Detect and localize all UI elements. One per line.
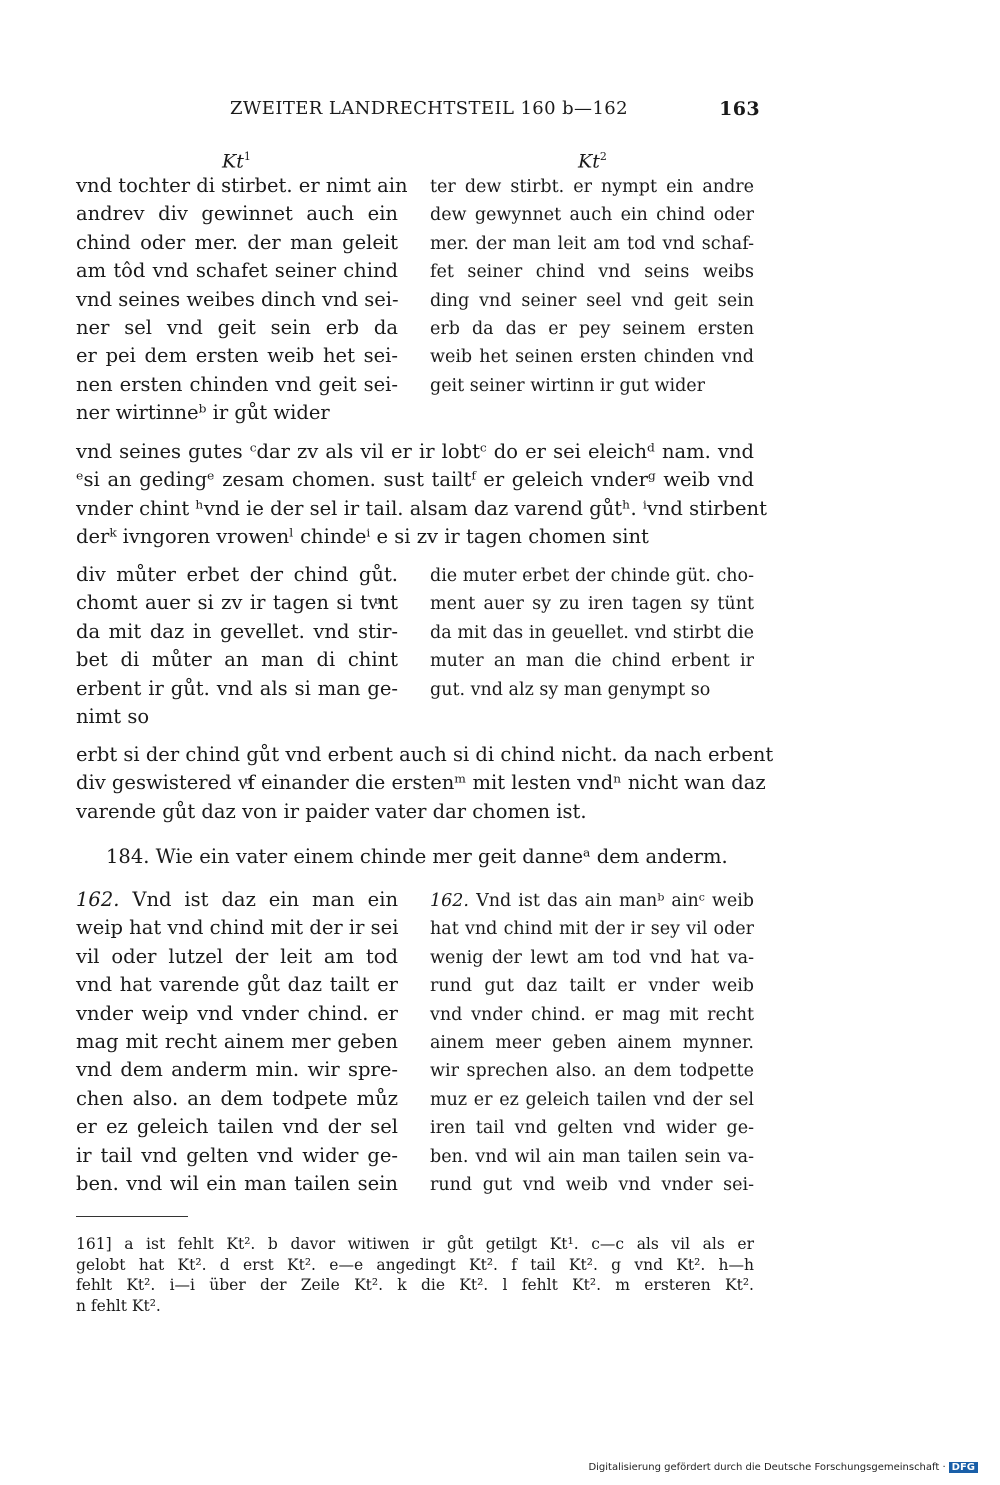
text-line: am tôd vnd schafet seiner chind xyxy=(76,259,398,283)
text-line: vnd vnder chind. er mag mit recht xyxy=(430,1004,754,1025)
text-line xyxy=(430,887,754,915)
text-line: ment auer sy zu iren tagen sy tünt xyxy=(430,594,754,615)
dfg-logo: DFG xyxy=(949,1462,978,1473)
left-label-text: Kt xyxy=(222,150,244,173)
text-line: mag mit recht ainem mer geben xyxy=(76,1029,398,1053)
text-line: wenig der lewt am tod vnd hat va- xyxy=(430,947,754,968)
article-number: 162. xyxy=(76,888,120,911)
text-line: ben. vnd wil ain man tailen sein va- xyxy=(430,1146,754,1167)
text-line: ding vnd seiner seel vnd geit sein xyxy=(430,290,754,311)
text-line: geit seiner wirtinn ir gut wider xyxy=(430,375,706,396)
text-fragment: Vnd ist daz ein man ein xyxy=(132,888,398,911)
text-line xyxy=(76,886,398,914)
chapter-number: 184. xyxy=(106,845,150,868)
text-line: die muter erbet der chinde güt. cho- xyxy=(430,566,754,586)
chapter-title: Wie ein vater einem chinde mer geit danneᵃ dem anderm. xyxy=(155,845,728,868)
text-fragment: Vnd ist das ain manᵇ ainᶜ weib xyxy=(476,891,754,911)
full-width-paragraph-2 xyxy=(76,741,774,826)
text-line: mer. der man leit am tod vnd schaf- xyxy=(430,233,754,254)
text-line: rund gut vnd weib vnd vnder sei- xyxy=(430,1174,754,1195)
article-number: 162. xyxy=(430,891,469,911)
text-line: varende gůt daz von ir paider vater dar chomen ist. xyxy=(76,799,587,823)
footnotes xyxy=(76,1234,754,1316)
text-line: erb da das er pey seinem ersten xyxy=(430,318,754,339)
right-column-label xyxy=(578,150,607,172)
text-line: chomt auer si zv ir tagen si tvͧnt xyxy=(76,591,398,615)
text-line: weip hat vnd chind mit der ir sei xyxy=(76,916,399,940)
text-line: chind oder mer. der man geleit xyxy=(76,230,398,254)
text-line: fet seiner chind vnd seins weibs xyxy=(430,262,754,283)
text-line: nen ersten chinden vnd geit sei- xyxy=(76,372,398,396)
text-line: er ez geleich tailen vnd der sel xyxy=(76,1115,398,1139)
credit-text: Digitalisierung gefördert durch die Deutsche Forschungsgemeinschaft · xyxy=(588,1462,946,1473)
section2-right-column xyxy=(430,562,754,704)
text-line: erbent ir gůt. vnd als si man ge- xyxy=(76,676,398,700)
header-title: ZWEITER LANDRECHTSTEIL 160 b—162 xyxy=(230,98,628,119)
text-line: nimt so xyxy=(76,704,150,728)
text-line: vnd tochter di stirbet. er nimt ain xyxy=(76,174,408,197)
text-line: weib het seinen ersten chinden vnd xyxy=(430,347,754,368)
text-line: bet di můter an man di chint xyxy=(76,648,398,672)
footnote-line: n fehlt Kt². xyxy=(76,1296,161,1315)
digitization-credit xyxy=(588,1462,978,1473)
text-line: andrev div gewinnet auch ein xyxy=(76,202,398,226)
section2-left-column xyxy=(76,561,398,731)
text-line: er pei dem ersten weib het sei- xyxy=(76,344,398,368)
chapter-heading xyxy=(106,845,756,868)
left-column-label xyxy=(222,150,251,172)
right-label-sup: 2 xyxy=(599,150,607,163)
text-line: ir tail vnd gelten vnd wider ge- xyxy=(76,1143,398,1167)
text-line: muter an man die chind erbent ir xyxy=(430,651,754,672)
footnote-line: gelobt hat Kt². d erst Kt². e—e angedingt Kt². f tail Kt². g vnd Kt². h—h xyxy=(76,1255,754,1274)
text-line: ner sel vnd geit sein erb da xyxy=(76,315,398,339)
text-line: vnder chint ʰvnd ie der sel ir tail. alsam daz varend gůtʰ. ⁱvnd stirbent xyxy=(76,496,767,520)
text-line: vnder weip vnd vnder chind. er xyxy=(76,1001,398,1025)
text-line: div můter erbet der chind gůt. xyxy=(76,563,398,586)
footnote-divider xyxy=(76,1216,188,1217)
text-line: ner wirtinneᵇ ir gůt wider xyxy=(76,401,330,425)
footnote-line: 161] a ist fehlt Kt². b davor witiwen ir gůt getilgt Kt¹. c—c als vil als er xyxy=(76,1235,754,1253)
section3-left-column xyxy=(76,886,398,1198)
section3-right-column xyxy=(430,887,754,1199)
text-line: wir sprechen also. an dem todpette xyxy=(430,1061,754,1082)
text-line: chen also. an dem todpete můz xyxy=(76,1086,398,1110)
text-line: ᵉsi an gedingᵉ zesam chomen. sust tailtᶠ er geleich vnderᵍ weib vnd xyxy=(76,468,754,492)
text-line: div geswistered vͧf einander die erstenᵐ mit lesten vndⁿ nicht wan daz xyxy=(76,771,766,795)
text-line: vnd seines weibes dinch vnd sei- xyxy=(76,287,399,311)
text-line: dew gewynnet auch ein chind oder xyxy=(430,205,754,226)
section1-left-column xyxy=(76,172,408,428)
text-line: iren tail vnd gelten vnd wider ge- xyxy=(430,1118,754,1139)
full-width-paragraph-1 xyxy=(76,438,767,552)
text-line: gut. vnd alz sy man genympt so xyxy=(430,679,711,700)
text-line: da mit das in geuellet. vnd stirbt die xyxy=(430,622,754,643)
text-line: ainem meer geben ainem mynner. xyxy=(430,1032,754,1053)
text-line: vnd hat varende gůt daz tailt er xyxy=(76,973,398,997)
text-line: erbt si der chind gůt vnd erbent auch si di chind nicht. da nach erbent xyxy=(76,743,774,766)
text-line: hat vnd chind mit der ir sey vil oder xyxy=(430,919,754,940)
section1-right-column xyxy=(430,173,754,400)
page-number: 163 xyxy=(719,98,760,120)
text-line: vnd seines gutes ᶜdar zv als vil er ir lobtᶜ do er sei eleichᵈ nam. vnd xyxy=(76,440,754,463)
text-line: ben. vnd wil ein man tailen sein xyxy=(76,1171,398,1195)
right-label-text: Kt xyxy=(578,150,600,173)
text-line: da mit daz in gevellet. vnd stir- xyxy=(76,619,398,643)
text-line: ter dew stirbt. er nympt ein andre xyxy=(430,177,754,197)
text-line: muz er ez geleich tailen vnd der sel xyxy=(430,1089,754,1110)
text-line: vil oder lutzel der leit am tod xyxy=(76,944,398,968)
footnote-line: fehlt Kt². i—i über der Zeile Kt². k die Kt². l fehlt Kt². m ersteren Kt². xyxy=(76,1276,754,1294)
text-line: derᵏ ivngoren vrowenˡ chindeⁱ e si zv ir tagen chomen sint xyxy=(76,525,649,549)
left-label-sup: 1 xyxy=(243,150,251,163)
text-line: rund gut daz tailt er vnder weib xyxy=(430,976,754,997)
text-line: vnd dem anderm min. wir spre- xyxy=(76,1058,398,1082)
